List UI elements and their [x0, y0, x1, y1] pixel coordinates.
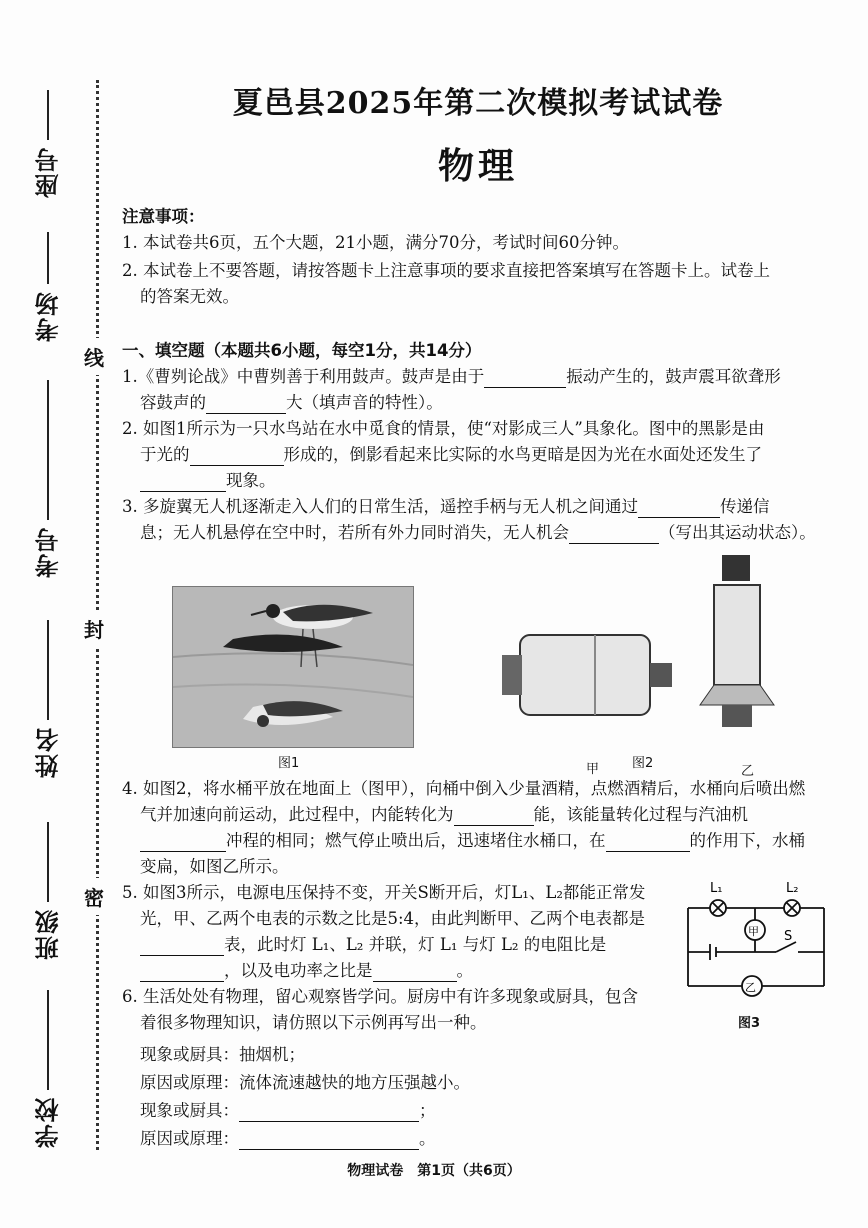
section1-heading: 一、填空题（本题共6小题，每空1分，共14分）	[122, 341, 482, 360]
q1-blank-1[interactable]	[484, 369, 566, 388]
seat-line	[47, 90, 49, 140]
q6-text-h: 。	[419, 1129, 436, 1148]
school-label: 学校	[34, 1096, 63, 1148]
bucket-yi-cap	[722, 555, 750, 581]
q5-line2: 光，甲、乙两个电表的示数之比是5:4，由此判断甲、乙两个电表都是	[140, 909, 646, 928]
q4-blank-2[interactable]	[140, 833, 226, 852]
q2-text-c: 形成的，倒影看起来比实际的水鸟更暗是因为光在水面处还发生了	[283, 445, 762, 464]
seat-label: 座号	[34, 146, 63, 198]
q4-text-e: 的作用下，水桶	[689, 831, 805, 850]
bucket-jia-body	[520, 635, 650, 715]
notice-item-2: 2. 本试卷上不要答题，请按答题卡上注意事项的要求直接把答案填写在答题卡上。试卷上	[122, 261, 770, 280]
q4-line1: 4. 如图2，将水桶平放在地面上（图甲），向桶中倒入少量酒精，点燃酒精后，水桶向后喷出燃	[122, 779, 806, 798]
figure-2-label-yi: 乙	[741, 764, 755, 779]
q6-answer-principle	[140, 1128, 436, 1150]
q6-line2: 着很多物理知识，请仿照以下示例再写出一种。	[140, 1013, 487, 1032]
name-label: 姓名	[34, 726, 63, 778]
q6-answer-phenomenon	[140, 1100, 436, 1122]
q4-blank-3[interactable]	[606, 833, 690, 852]
q6-example-phenomenon: 现象或厨具：抽烟机；	[140, 1045, 305, 1064]
q2-blank-1[interactable]	[190, 447, 284, 466]
q3-text-b: 传递信	[720, 497, 770, 516]
q1-text-d: 大（填声音的特性）。	[286, 393, 443, 412]
q1-text-c: 容鼓声的	[140, 393, 206, 412]
q6-line1: 6. 生活处处有物理，留心观察皆学问。厨房中有许多现象或厨具，包含	[122, 987, 638, 1006]
circuit-label-l1: L₁	[710, 881, 723, 896]
bucket-jia-base	[502, 655, 522, 695]
q6-blank-2[interactable]	[239, 1131, 419, 1150]
class-line	[47, 822, 49, 902]
q5-text-d: ，以及电功率之比是	[224, 961, 373, 980]
q1-text-a: 1.《曹刿论战》中曹刿善于利用鼓声。鼓声是由于	[122, 367, 485, 386]
figure-1-bird-photo	[172, 586, 414, 748]
figure-2-caption: 图2	[632, 756, 654, 771]
notice-item-1: 1. 本试卷共6页，五个大题，21小题，满分70分，考试时间60分钟。	[122, 233, 629, 252]
q5-line4	[140, 960, 473, 982]
q5-text-e: 。	[456, 961, 473, 980]
figure-2-buckets	[500, 555, 800, 735]
circuit-label-l2: L₂	[786, 881, 799, 896]
figure-3-circuit	[680, 874, 830, 1004]
q5-line1: 5. 如图3所示，电源电压保持不变，开关S断开后，灯L₁、L₂都能正常发	[122, 883, 646, 902]
school-line	[47, 990, 49, 1090]
q3-line1	[122, 496, 770, 518]
figure-1-caption: 图1	[278, 756, 300, 771]
q1-line2	[140, 392, 443, 414]
q1-line1	[122, 366, 781, 388]
seal-mi: 密	[84, 878, 104, 915]
figure-2-label-jia: 甲	[586, 762, 600, 777]
notice-heading: 注意事项：	[122, 207, 205, 226]
q5-line3	[140, 934, 606, 956]
q5-blank-3[interactable]	[373, 963, 457, 982]
school-field	[28, 990, 68, 1148]
q4-line4: 变扁，如图乙所示。	[140, 857, 289, 876]
q2-blank-2[interactable]	[140, 473, 226, 492]
bucket-yi-body	[714, 585, 760, 685]
exam-no-field	[28, 380, 68, 578]
q6-example-principle: 原因或原理：流体流速越快的地方压强越小。	[140, 1073, 470, 1092]
exam-no-line	[47, 380, 49, 520]
name-line	[47, 620, 49, 720]
q2-text-b: 于光的	[140, 445, 190, 464]
figure-3-caption: 图3	[738, 1016, 761, 1031]
q2-line2	[140, 444, 762, 466]
name-field	[28, 620, 68, 778]
circuit-label-s: S	[784, 929, 793, 944]
q4-text-b: 气并加速向前运动，此过程中，内能转化为	[140, 805, 454, 824]
q1-text-b: 振动产生的，鼓声震耳欲聋形	[566, 367, 781, 386]
q5-blank-1[interactable]	[140, 937, 224, 956]
subject-title: 物理	[437, 146, 518, 187]
q4-line2	[140, 804, 748, 826]
notice-item-2-cont: 的答案无效。	[140, 287, 239, 306]
room-label: 考场	[34, 290, 63, 342]
class-field	[28, 822, 68, 960]
bird-photo-illustration	[173, 587, 413, 747]
q3-blank-1[interactable]	[638, 499, 720, 518]
q3-text-a: 3. 多旋翼无人机逐渐走入人们的日常生活，遥控手柄与无人机之间通过	[122, 497, 638, 516]
room-field	[28, 232, 68, 342]
page-footer: 物理试卷 第1页（共6页）	[347, 1163, 521, 1179]
q2-line3	[140, 470, 276, 492]
bucket-jia-neck	[650, 663, 672, 687]
seat-field	[28, 90, 68, 198]
q3-line2	[140, 522, 816, 544]
q2-line1: 2. 如图1所示为一只水鸟站在水中觅食的情景，使“对影成三人”具象化。图中的黑影是由	[122, 419, 765, 438]
exam-title: 夏邑县2025年第二次模拟考试试卷	[232, 86, 724, 121]
q5-blank-2[interactable]	[140, 963, 224, 982]
q6-text-e: 现象或厨具：	[140, 1101, 239, 1120]
q3-text-d: （写出其运动状态）。	[659, 523, 816, 542]
room-line	[47, 232, 49, 284]
q5-text-c: 表，此时灯 L₁、L₂ 并联，灯 L₁ 与灯 L₂ 的电阻比是	[224, 935, 607, 954]
seal-feng: 封	[84, 610, 104, 647]
q6-text-f: ；	[419, 1101, 436, 1120]
q4-text-c: 能，该能量转化过程与汽油机	[533, 805, 748, 824]
circuit-label-yi: 乙	[745, 981, 756, 994]
q4-line3	[140, 830, 805, 852]
q3-text-c: 息；无人机悬停在空中时，若所有外力同时消失，无人机会	[140, 523, 569, 542]
q4-blank-1[interactable]	[454, 807, 534, 826]
q6-text-g: 原因或原理：	[140, 1129, 239, 1148]
q2-text-d: 现象。	[226, 471, 276, 490]
circuit-label-jia: 甲	[748, 925, 759, 938]
q4-text-d: 冲程的相同；燃气停止喷出后，迅速堵住水桶口，在	[226, 831, 606, 850]
q6-blank-1[interactable]	[239, 1103, 419, 1122]
class-label: 班级	[34, 908, 63, 960]
q3-blank-2[interactable]	[569, 525, 659, 544]
bucket-yi-base	[722, 705, 752, 727]
q1-blank-2[interactable]	[206, 395, 286, 414]
seal-xian: 线	[84, 338, 104, 375]
exam-no-label: 考号	[34, 526, 63, 578]
